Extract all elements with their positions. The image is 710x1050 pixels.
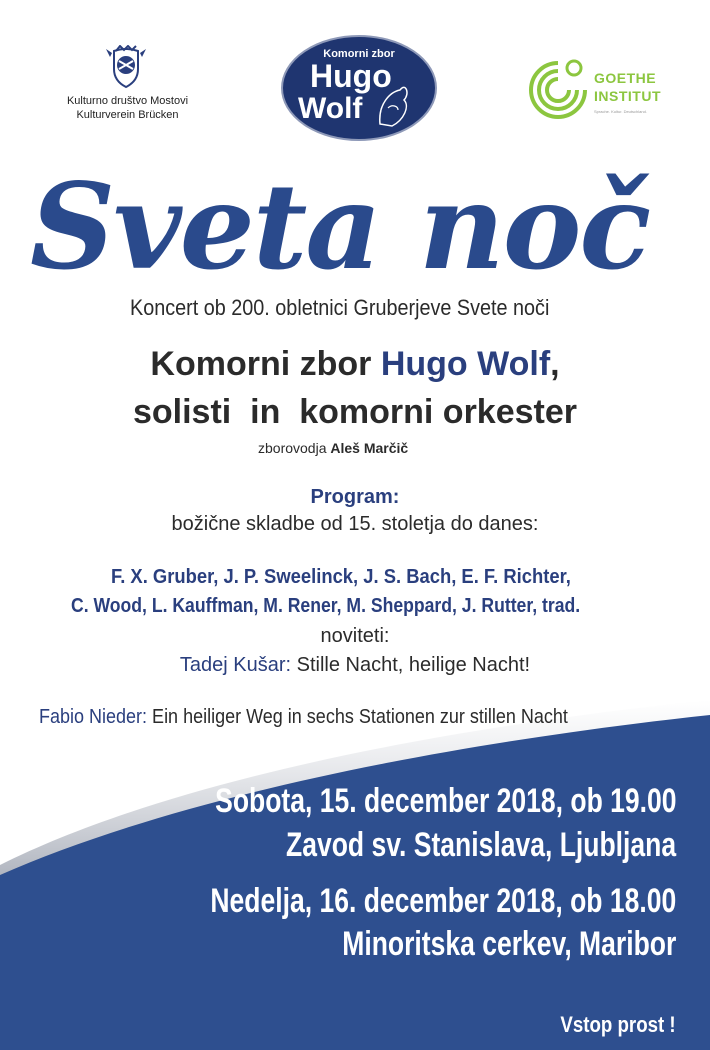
- novelty1-composer: Tadej Kušar:: [179, 654, 292, 676]
- conductor-name: Aleš Marčič: [330, 440, 409, 456]
- event1-venue-text: Zavod sv. Stanislava, Ljubljana: [285, 826, 676, 864]
- event2-date-text: Nedelja, 16. december 2018, ob 18.00: [210, 882, 676, 920]
- novelty1-work: Stille Nacht, heilige Nacht!: [291, 654, 531, 676]
- goethe-institut-logo: [528, 58, 678, 118]
- event2-venue: [248, 925, 676, 964]
- hugo-wolf-logo: [280, 34, 438, 142]
- subtitle: Koncert ob 200. obletnici Gruberjeve Svete noči: [130, 295, 550, 320]
- event2-venue-text: Minoritska cerkev, Maribor: [341, 925, 676, 963]
- goethe-line2: INSTITUT: [594, 88, 661, 104]
- composers-line1-text: F. X. Gruber, J. P. Sweelinck, J. S. Bach, E. F. Richter,: [110, 566, 571, 588]
- novelty2: [28, 683, 627, 729]
- poster-title: Sveta noč: [30, 157, 650, 296]
- crest-icon: [102, 45, 150, 89]
- program-heading: Program:: [310, 486, 400, 508]
- composers-line2-text: C. Wood, L. Kauffman, M. Rener, M. Sheppard, J. Rutter, trad.: [71, 595, 581, 617]
- performers-prefix: Komorni zbor: [150, 345, 381, 383]
- event2-date: [79, 882, 676, 921]
- logo-wolf-text: Wolf: [298, 92, 363, 125]
- goethe-tagline: Sprache. Kultur. Deutschland.: [594, 109, 647, 114]
- program-intro: božične skladbe od 15. stoletja do danes:: [171, 513, 539, 535]
- novelties-heading: noviteti:: [320, 625, 390, 647]
- novelty1: [0, 654, 710, 677]
- composers-line2: [0, 572, 710, 618]
- subtitle-wrap: [130, 295, 596, 321]
- logo-top-text: Komorni zbor: [323, 48, 395, 60]
- logo-hugo-text: Hugo: [310, 58, 392, 94]
- kd-mostovi-logo: [40, 45, 215, 125]
- admission: [528, 986, 676, 1038]
- conductor-line: [258, 440, 408, 456]
- performers-line1: [0, 345, 710, 384]
- performers-line2: solisti in komorni orkester: [132, 393, 577, 431]
- event1-date: [85, 782, 677, 821]
- event1-date-text: Sobota, 15. december 2018, ob 19.00: [214, 782, 676, 820]
- performers-comma: ,: [550, 345, 560, 383]
- org-name-de: Kulturverein Brücken: [76, 109, 179, 121]
- admission-text: Vstop prost !: [560, 1012, 676, 1037]
- novelty2-composer: Fabio Nieder:: [39, 706, 148, 728]
- event1-venue: [176, 826, 676, 865]
- novelty2-work: Ein heiliger Weg in sechs Stationen zur stillen Nacht: [147, 706, 569, 728]
- goethe-circle-icon: [528, 58, 590, 120]
- conductor-label: zborovodja: [258, 440, 331, 456]
- org-name-sl: Kulturno društvo Mostovi: [66, 95, 189, 107]
- goethe-line1: GOETHE: [594, 70, 657, 86]
- choir-name: Hugo Wolf: [380, 345, 551, 383]
